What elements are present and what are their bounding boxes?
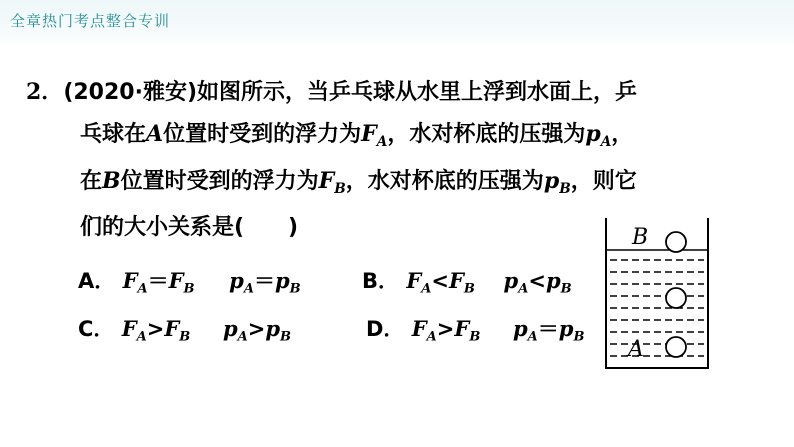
pressure-symbol: p xyxy=(229,268,244,293)
subscript: B xyxy=(559,180,571,197)
text-segment: ，水对杯底的压强为 xyxy=(387,122,586,147)
question-source: (2020·雅安) xyxy=(63,80,198,105)
label-b: B xyxy=(632,225,649,250)
relation: < xyxy=(431,269,449,293)
buoyancy-symbol: F xyxy=(121,316,137,341)
buoyancy-symbol: F xyxy=(318,168,335,194)
relation: > xyxy=(146,317,165,341)
label-a: A xyxy=(628,337,644,362)
subscript: B xyxy=(463,281,475,297)
subscript: A xyxy=(376,133,388,150)
ball-middle xyxy=(666,288,686,308)
header-bar xyxy=(0,0,794,48)
subscript: B xyxy=(573,329,585,345)
subscript: A xyxy=(421,281,432,297)
question-line-1 xyxy=(26,75,637,110)
ball-b xyxy=(666,232,686,252)
option-letter: D． xyxy=(366,317,405,341)
relation: ＝ xyxy=(147,269,169,293)
text-segment: 位置时受到的浮力为 xyxy=(120,169,319,194)
option-letter: B． xyxy=(362,269,400,293)
option-a[interactable] xyxy=(78,266,301,305)
buoyancy-symbol: F xyxy=(361,121,377,147)
text-segment: ，则它 xyxy=(570,169,637,194)
text-segment: 位置时受到的浮力为 xyxy=(163,122,362,147)
buoyancy-symbol: F xyxy=(411,316,427,341)
pressure-symbol: p xyxy=(585,121,601,147)
buoyancy-symbol: F xyxy=(406,268,422,293)
option-c[interactable] xyxy=(78,314,291,353)
question-line-3 xyxy=(80,164,637,206)
subscript: B xyxy=(280,329,292,345)
position-label: A xyxy=(146,121,164,147)
text-segment: 在 xyxy=(80,169,103,194)
question-line-2 xyxy=(80,117,633,159)
beaker-figure xyxy=(600,214,714,374)
buoyancy-symbol: F xyxy=(454,316,470,341)
relation: > xyxy=(436,317,455,341)
relation: < xyxy=(528,269,546,293)
subscript: A xyxy=(600,133,612,150)
relation: ＝ xyxy=(537,317,559,341)
ball-a xyxy=(666,337,686,357)
text-segment: 乓球在 xyxy=(80,122,147,147)
relation: > xyxy=(247,317,266,341)
subscript: B xyxy=(469,329,481,345)
pressure-symbol: p xyxy=(558,316,574,341)
option-d[interactable] xyxy=(366,314,584,353)
beaker-outline xyxy=(606,218,708,368)
question-number: 2． xyxy=(26,79,64,105)
subscript: A xyxy=(426,329,437,345)
buoyancy-symbol: F xyxy=(168,268,184,293)
header-title: 全章热门考点整合专训 xyxy=(10,12,171,30)
pressure-symbol: p xyxy=(512,316,528,341)
water-lines xyxy=(610,260,704,356)
subscript: A xyxy=(237,329,248,345)
pressure-symbol: p xyxy=(545,268,561,293)
pressure-symbol: p xyxy=(265,316,281,341)
buoyancy-symbol: F xyxy=(164,316,180,341)
buoyancy-symbol: F xyxy=(448,268,464,293)
subscript: A xyxy=(243,281,254,297)
position-label: B xyxy=(102,168,121,194)
buoyancy-symbol: F xyxy=(122,268,138,293)
option-b[interactable] xyxy=(362,266,572,305)
text-segment: 们的大小关系是( ) xyxy=(80,215,299,240)
option-letter: C． xyxy=(78,317,115,341)
question-line-4 xyxy=(80,211,298,245)
pressure-symbol: p xyxy=(503,268,519,293)
subscript: B xyxy=(179,329,191,345)
beaker-diagram xyxy=(600,214,714,374)
subscript: A xyxy=(137,281,148,297)
subscript: B xyxy=(560,281,572,297)
text-segment: ，水对杯底的压强为 xyxy=(345,169,544,194)
subscript: A xyxy=(136,329,147,345)
subscript: B xyxy=(334,180,346,197)
subscript: A xyxy=(527,329,538,345)
subscript: A xyxy=(518,281,529,297)
relation: ＝ xyxy=(253,269,275,293)
pressure-symbol: p xyxy=(543,168,560,194)
pressure-symbol: p xyxy=(222,316,238,341)
subscript: B xyxy=(289,281,301,297)
pressure-symbol: p xyxy=(274,268,290,293)
question-text-1: 如图所示，当乒乓球从水里上浮到水面上，乒 xyxy=(197,80,638,105)
text-segment: ， xyxy=(611,122,634,147)
option-letter: A． xyxy=(78,269,116,293)
subscript: B xyxy=(183,281,195,297)
